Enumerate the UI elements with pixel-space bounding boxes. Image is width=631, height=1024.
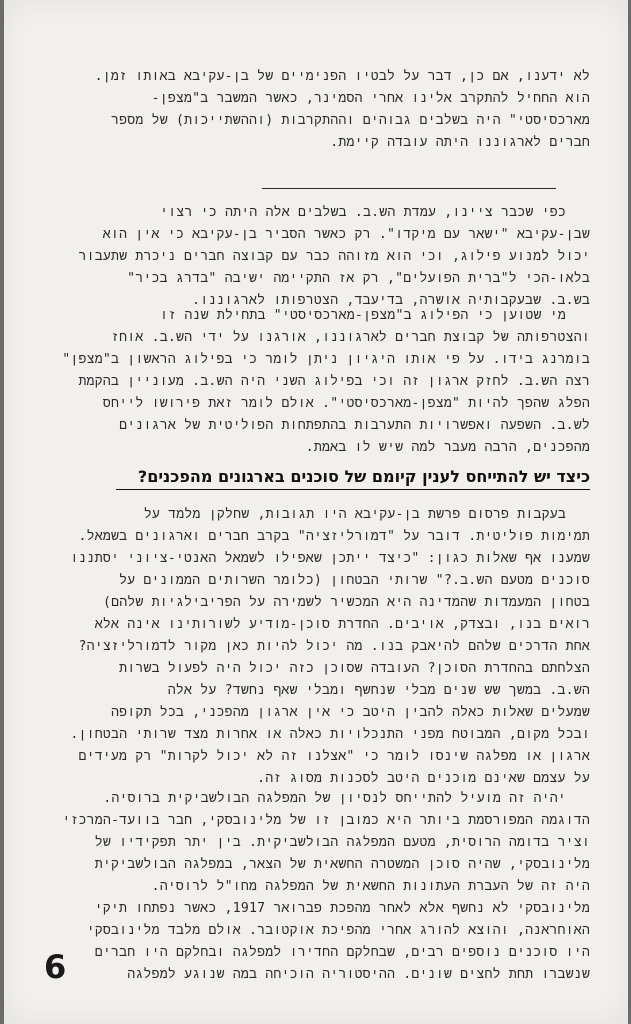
text-line: ובכל מקום, המבוטח מפני התנכלויות כאלה או אחרות מצד שרותי הבטחון. <box>70 727 590 742</box>
text-line: הש.ב. במשך שש שנים מבלי שנחשף ומבלי שאף נחשד? על אלה <box>167 683 590 698</box>
document-page <box>4 0 628 1024</box>
text-line: הפלג שהפך להיות "מצפן-מארכסיסטי". אולם לומר זאת פירושו לייחס <box>102 396 590 411</box>
text-line: הוא החחיל להתקרב אלינו אחרי הסמינר, כאשר המשבר ב"מצפן- <box>151 91 590 106</box>
text-line: שמענו אף שאלות כגון: "כיצד ייתכן שאפילו לשמאל האנטי-ציוני יסתננו <box>70 551 590 566</box>
paragraph-3 <box>44 305 590 459</box>
text-line: חברים לארגוננו היתה עובדה קיימת. <box>330 135 590 150</box>
text-line: בטחון המעמדות שהמדינה היא המכשיר לשמירה על הפריבילגיות שלהם) <box>102 595 590 610</box>
text-line: מהפכנים, הרבה מעבר למה שיש לו באמת. <box>305 440 590 455</box>
text-line: היה זה של העברת העתונות החשאית של המפלגה מחו"ל לרוסיה. <box>151 879 590 894</box>
text-line: על עצמם שאינם מוכנים היטב לסכנות מסוג זה. <box>257 771 590 786</box>
text-line: הצלחתם בהחדרת הסוכן? העובדה שסוכן כזה יכול היה לפעול בשרות <box>119 661 590 676</box>
section-divider <box>262 188 556 189</box>
text-line: מארכסיסטי" היה בשלבים גבוהים וההתקרבות (וההשתייכות) של מספר <box>111 113 590 128</box>
text-line: שנשברו תחת לחצים שונים. ההיסטוריה הוכיחה במה שנוגע למפלגה <box>127 967 590 982</box>
paragraph-5 <box>44 788 590 986</box>
page-number: 6 <box>44 948 67 986</box>
text-line: היו סוכנים נוספים רבים, שבחלקם החדירו למפלגה ובחלקם היו חברים <box>94 945 590 960</box>
text-line: והצטרפותה של קבוצת חברים לארגוננו, אורגנו על ידי הש.ב. אוחז <box>110 330 590 345</box>
paragraph-2 <box>44 202 590 312</box>
text-line: מלינובסקי לא נחשף אלא לאחר מהפכת פברואר 1917, כאשר נפתחו תיקי <box>94 901 590 916</box>
paragraph-1 <box>44 66 590 154</box>
text-line: לא ידענו, אם כן, דבר על לבטיו הפנימיים של בן-עקיבא באותו זמן. <box>94 69 590 84</box>
text-line: מלינובסקי, שהיה סוכן המשטרה החשאית של הצאר, במפלגה הבולשביקית <box>94 857 590 872</box>
text-line: הדוגמה המפורסמת ביותר היא כמובן זו של מלינובסקי, חבר בוועד-המרכזי <box>62 813 590 828</box>
text-line: תמימות פוליטית. דובר על "דמורליזציה" בקרב חברים וארגונים בשמאל. <box>78 529 590 544</box>
text-line: שמעלים שאלות כאלה להבין היטב כי אין ארגון מהפכני, בכל תקופה <box>111 705 590 720</box>
text-line: האוחראנה, והוצא להורג אחרי מהפיכת אוקטובר. אולם מלבד מלינובסקי <box>86 923 590 938</box>
text-line: מי שטוען כי הפילוג ב"מצפן-מארכסיסטי" בתחילת שנה זו <box>160 308 566 323</box>
text-line: יכול למנוע פילוג, וכי הוא מזוהה כבר עם קבוצה חברים ניכרת שתעבור <box>78 249 590 264</box>
text-line: בלאו-הכי ל"ברית הפועלים", רק אז התקיימה ישיבה "בדרג בכיר" <box>127 271 590 286</box>
section-heading: כיצד יש להתייחס לענין קיומם של סוכנים בארגונים מהפכנים? <box>116 466 590 490</box>
text-line: אחת הדרכים שלהם להיאבק בנו. מה יכול להיות כאן מקור לדמורליזציה? <box>78 639 590 654</box>
text-line: בומרנג בידו. על פי אותו היגיון ניתן לומר כי בפילוג הראשון ב"מצפן" <box>62 352 590 367</box>
text-line: לש.ב. השפעה ואפשרויות התערבות בהתפתחות הפוליטית של ארגונים <box>119 418 590 433</box>
text-line: כפי שכבר ציינו, עמדת הש.ב. בשלבים אלה היתה כי רצוי <box>160 205 566 220</box>
text-line: רואים בנו, ובצדק, אויבים. החדרת סוכן-מודיע לשורותינו אינה אלא <box>94 617 590 632</box>
text-line: ארגון או מפלגה שינסו לומר כי "אצלנו זה לא יכול לקרות" רק מעידים <box>78 749 590 764</box>
text-line: רצה הש.ב. לחזק ארגון זה וכי בפילוג השני היה הש.ב. מעוניין בהקמת <box>78 374 590 389</box>
text-line: בש.ב. שבעקבותיה אושרה, בדיעבד, הצטרפותו לארגוננו. <box>192 293 590 308</box>
text-line: בעקבות פרסום פרשת בן-עקיבא היו תגובות, שחלקן מלמד על <box>143 507 566 522</box>
text-line: שבן-עקיבא "ישאר עם מיקדו". רק כאשר הסביר בן-עקיבא כי אין הוא <box>102 227 590 242</box>
text-line: וציר בדומה הרוסית, מטעם המפלגה הבולשביקית. בין יתר תפקידיו של <box>94 835 590 850</box>
text-line: יהיה זה מועיל להתייחס לנסיון של המפלגה הבולשביקית ברוסיה. <box>103 791 566 806</box>
text-line: סוכנים מטעם הש.ב.?" שרותי הבטחון (כלומר השרותים הממונים על <box>119 573 590 588</box>
paragraph-4 <box>44 504 590 790</box>
